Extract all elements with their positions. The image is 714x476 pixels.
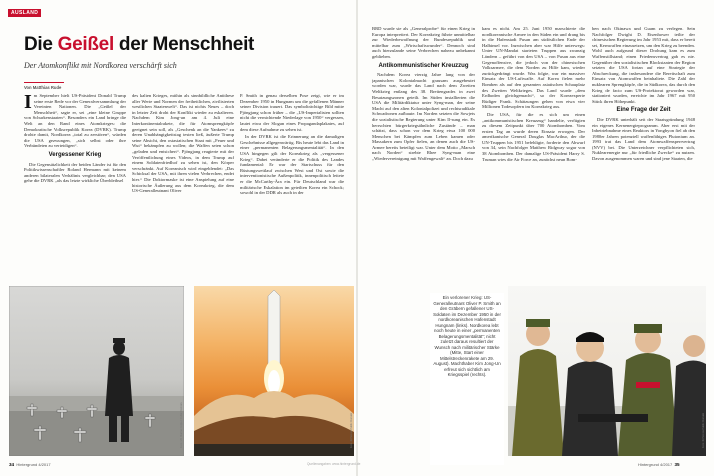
byline-rule [24, 82, 64, 83]
photo-credit-2: Foto: KCNA via Public Domain [350, 412, 353, 448]
lead-paragraph [24, 93, 126, 149]
subhead-vergessener-krieg: Vergessener Krieg [48, 151, 102, 158]
page-fold [356, 0, 358, 476]
missile-launch-image [194, 286, 354, 456]
text-column-4 [372, 26, 475, 276]
lead-text: m September hielt US-Präsident Donald Trump seine erste Rede vor der Generalversammlung der Vereinten Nationen. Die „Geißel der Menschheit“, sagte er, sei „eine kleine Gruppe von Schurkenstaaten“. Besonders ein Land bringe die Welt an den Rand eines Atomkrieges: die Demokratische Volksrepublik Korea (DVRK). Trump drohte damit, Nordkorea „total zu zerstören“, würden die USA gezwungen, „sich selbst oder ihre Verbündeten zu verteidigen“. [24, 93, 126, 149]
photo-caption: Ein verlorener Krieg: US-Generalleutnant Oliver P. Smith an den Gräbern gefallener US-Soldaten im Dezember 1950 in der nordkoreanischen Hafenstadt Hungnam (links). Nordkorea lebt noch heute in einer „permanenten Belagerungsmentalität“; nicht zuletzt daraus resultiert der Wunsch nach militärischer Stärke (Mitte, Start einer Mittelstreckenrakete am 29. August). Machthaber Kim Jong-Un erfreut sich sichtlich am Kriegsspiel (rechts). [430, 293, 504, 465]
page-number-left: 34 [9, 462, 15, 467]
title-part-1: Die [24, 34, 58, 55]
drop-cap: I [24, 93, 32, 113]
paragraph: des kalten Krieges, mithin als sinnbildliche Antithese aller Werte und Normen der freiheitlichen, zivilisierten westlichen Staatenwelt“. Das ist nichts Neues – doch in letzter Zeit droht der Konflikt wieder zu eskalieren. Nachdem Kim Jong-un am 4. Juli eine Interkontinentalrakete, die für Atomsprengköpfe geeignet sein soll, als „Geschenk an die Yankees“ zu deren Unabhängigkeitstag testen ließ, äußerte Trump seine Absicht, den ostasiatischen Staat mit „Feuer und Wut“ bekämpfen zu wollen; die Waffen seien schon „geladen und entsichert“. Pjöngjang reagierte mit der Veröffentlichung eines Videos, in dem Trump auf einem Soldatenfriedhof zu sehen ist, den Körper verschränkt. Auf Koreanisch wird eingeblendet: „Das Schicksal der USA, mit ihren vielen Verbrechen, endet hier.“ Die Doktormaske ist eine Anspielung auf eine historische Äußerung aus dem Koreakrieg, die dem US-Generalleutnant Oliver [132, 93, 234, 194]
magazine-issue-left: Hintergrund 4/2017 [16, 462, 51, 467]
paragraph: Die USA, für die es sich um einen „antikommunistischen Kreuzzug“ handelte, verfügten zu diesem Zeitpunkt über 700 Atombomben. Vom ersten Tag an wurde deren Einsatz erwogen. Der amerikanische General Douglas MacArthur, der die UN-Truppen bis 1951 befehligte, forderte den Abwurf von 34, sein Nachfolger Matthew Ridgway sogar von 38 Atombomben. Der damalige US-Präsident Harry S. Truman wies die Air Force an, zunächst neun Bom- [482, 111, 585, 162]
photo-missile-launch [194, 286, 354, 456]
footer-right [638, 462, 680, 467]
photo-credit-1: Foto: US Marine Corps / Public Domain [180, 402, 183, 448]
article-subtitle: Der Atomkonflikt mit Nordkorea verschärft sich [24, 61, 177, 70]
subhead-eine-frage-der-zeit: Eine Frage der Zeit [616, 107, 671, 114]
article-title [24, 34, 254, 56]
byline: Von Matthias Rude [24, 85, 62, 90]
text-column-1 [24, 93, 126, 278]
section-tag: AUSLAND [8, 9, 41, 17]
photo-general-at-graves [9, 286, 184, 456]
page-number-right: 35 [674, 462, 680, 467]
paragraph: kam es nicht. Am 25. Juni 1950 marschierte die nordkoreanische Armee in den Süden ein und drang bis in die Hafenstadt Pusan am südöstlichen Ende der Halbinsel vor. Inzwischen aber war Hilfe unterwegs: Unter UN-Mandat starteten Truppen aus zwanzig Ländern – geführt von den USA – von Pusan aus eine Gegenoffensive, die jedoch von der chinesischen Volksarmee, die dem Norden zu Hilfe kam, wieder zurückgedrängt wurde. Was folgte, war ein massiver Einsatz der US-Luftwaffe. Auf Korea fielen mehr Bomben als auf den gesamten asiatischen Schauplatz des Zweiten Weltkrieges. Das Land wurde „dem Erdboden gleichgemacht“, so der Koreaexperte Rüdiger Frank. Schätzungen gehen von etwa vier Millionen Todesopfern im Koreakrieg aus. [482, 26, 585, 110]
paragraph: In der DVRK ist die Erinnerung an die damaligen Geschehnisse allgegenwärtig. Bis heute lebt das Land in einer „permanenten Belagerungsmentalität“. In den USA hingegen gilt der Koreakrieg als „vergessener Krieg“. Dabei veränderte er die Politik des Landes fundamental: Er war der Startschuss für den Rüstungswettlauf zwischen West und Ost sowie die interventionistische Außenpolitik, innenpolitisch leitete er die McCarthy-Ära ein. Für Deutschland war die militärische Eskalation im geteilten Korea ein Schock; sowohl in der DDR als auch in der [240, 134, 344, 196]
paragraph: BRD wurde sie als „Generalprobe“ für einen Krieg in Europa interpretiert. Der Koreakrieg führte unmittelbar zur Wiederbewaffnung der Bundesrepublik und mittelbar zum „Wirtschaftswunder“. Dennoch sind auch hierzulande seine Verbrechen nahezu unbekannt geblieben. [372, 26, 475, 59]
paragraph: Die Gegensätzlichkeit der beiden Länder ist für den Politikwissenschaftler Roland Hermann mit keinem anderen bilateralen Verhältnis vergleichbar; den USA gehe die DVRK „als das letzte wirkliche Überbleibsel [24, 161, 126, 184]
text-column-5 [482, 26, 585, 276]
text-column-6 [592, 26, 695, 276]
graves-scene-image [9, 286, 184, 456]
paragraph: ben nach Okinawa und Guam zu verlegen. Sein Nachfolger Dwight D. Eisenhower teilte der chinesischen Regierung im Jahr 1953 mit, dass er bereit sei, Kernwaffen einzusetzen, um den Krieg zu beenden. Wohl auch aufgrund dieser Drohung kam es zum Waffenstillstand; einen Friedensvertrag gab es nie. Gegenüber den sozialistischen Blockstaaten der Region setzten die USA fortan auf eine Strategie der Abschreckung, die insbesondere die Bereitschaft zum Einsatz von Atomwaffen beinhaltete. Die Zahl der nuklearen Sprengköpfe, die in Südkorea, das durch den Krieg de facto zum US-Protektorat geworden war, stationiert wurden, erreichte im Jahr 1967 mit 950 Stück ihren Höhepunkt. [592, 26, 695, 104]
photo-credit-3: Foto: KCNA via Public Domain [702, 412, 705, 448]
footer-left [9, 462, 51, 467]
subhead-antikommunistischer-kreuzzug: Antikommunistischer Kreuzzug [378, 62, 469, 69]
paragraph: P. Smith in genau derselben Pose zeigt, wie er im Dezember 1950 in Hungnam um die gefallenen Männer seiner Division trauert. Das symbolträchtige Bild mitte Pjöngjang schon früher – die „US-Imperialisten sollten nicht die vernichtende Niederlage von 1950“ vergessen, lautet etwa der Slogan eines Propagandaplakates, auf dem diese Aufnahme zu sehen ist. [240, 93, 344, 132]
magazine-issue-right: Hintergrund 4/2017 [638, 462, 673, 467]
paragraph: Nachdem Korea vierzig Jahre lang von der japanischen Kolonialmacht grausam ausgebeutet worden war, wurde das Land nach dem Zweiten Weltkrieg entlang des 38. Breitengrades in zwei Besatzungszonen geteilt. Im Süden installierten die USA die Militärdiktatur unter Syng-man, der seine Macht auf den alten Kolonialpolizei und rechtsradikale Schwadronen aufbaute. Im Norden setzten die Sowjets die sozialistische Regierung unter Kim Il-sung ein. Es herrschten bürgerkriegsähnliche Zustände – man schätzt, dass schon vor dem Krieg etwa 100 000 Menschen bei Kämpfen zum Leben kamen oder Massakern zum Opfer fielen, an denen auch die US-Armee bereits beteiligt war. Unter dem Motto „Marsch nach Norden“ strebte Rhee Syng-man eine „Wiedervereinigung mit Waffengewalt“ an. Doch dazu [372, 72, 475, 162]
footer-sources: Quellenangaben: www.hintergrund.de [307, 462, 361, 466]
title-part-2: der Menschheit [113, 34, 255, 55]
text-column-3 [240, 93, 344, 278]
photo-kim-jong-un [508, 286, 706, 456]
title-accent: Geißel [57, 34, 114, 55]
kim-jong-un-image [508, 286, 706, 456]
text-column-2 [132, 93, 234, 278]
paragraph: Die DVRK unterhält seit der Staatsgründung 1948 ein eigenes Kernenergieprogramm. Aber erst mit der Inbetriebnahme eines Reaktors in Yongbyon fiel ab den 1980er Jahren potenziell waffenfähiges Plutonium an. 1993 trat das Land dem Atomwaffensperrvertrag (NVV) bei. Die Unterzeichner verpflichteten sich, Nuklearenergie nur „für friedliche Zwecke“ zu nutzen. Davon ausgenommen waren und sind jene Staaten, die [592, 116, 695, 162]
